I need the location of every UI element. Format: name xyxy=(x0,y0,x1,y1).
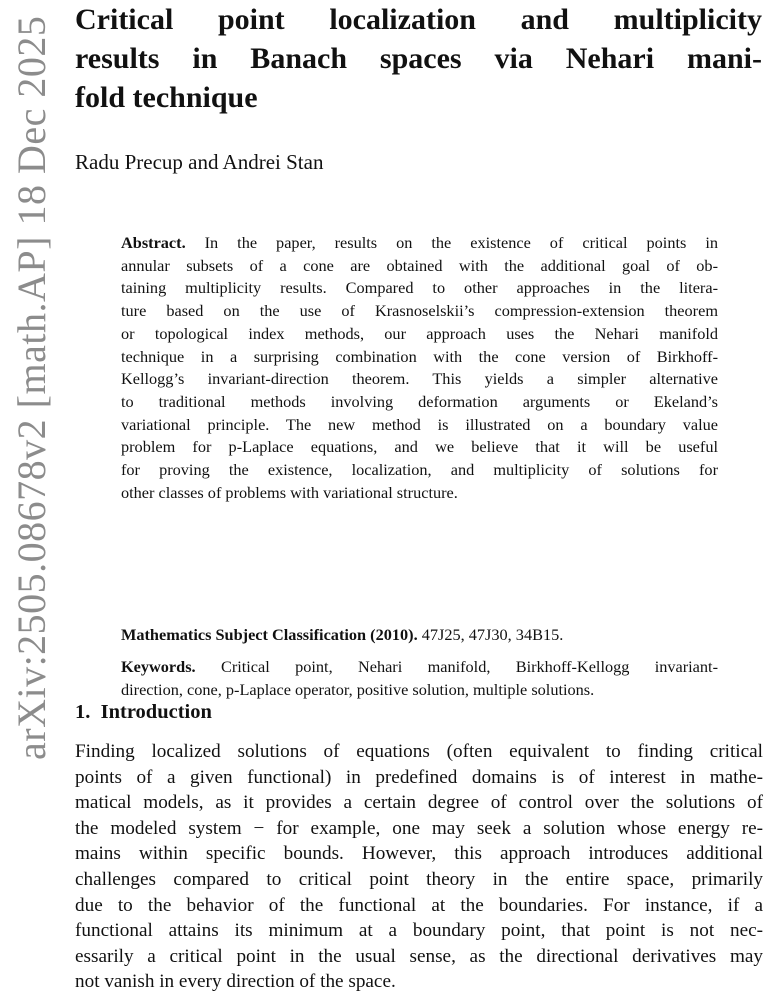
intro-line: challenges compared to critical point theory in the entire space, primarily xyxy=(75,868,763,890)
msc-codes: 47J25, 47J30, 34B15. xyxy=(421,625,564,644)
msc-classification xyxy=(121,625,563,645)
abstract-line: taining multiplicity results. Compared to other approaches in the litera- xyxy=(121,278,718,298)
abstract-line: to traditional methods involving deformation arguments or Ekeland’s xyxy=(121,391,718,411)
abstract-line: other classes of problems with variational structure. xyxy=(121,482,458,502)
arxiv-identifier-stamp: arXiv:2505.08678v2 [math.AP] 18 Dec 2025 xyxy=(9,15,54,760)
abstract-line: annular subsets of a cone are obtained with the additional goal of ob- xyxy=(121,255,718,275)
intro-line: due to the behavior of the functional at the boundaries. For instance, if a xyxy=(75,894,763,916)
keywords-label: Keywords. xyxy=(121,657,196,676)
keywords xyxy=(121,656,718,701)
introduction-paragraph xyxy=(75,739,763,995)
abstract-line: for proving the existence, localization, and multiplicity of solutions for xyxy=(121,460,718,480)
title-line: results in Banach spaces via Nehari mani- xyxy=(75,42,762,75)
title-line: Critical point localization and multiplicity xyxy=(75,3,762,36)
intro-line: the modeled system − for example, one may seek a solution whose energy re- xyxy=(75,817,763,839)
abstract-line: variational principle. The new method is illustrated on a boundary value xyxy=(121,414,718,434)
intro-line: Finding localized solutions of equations (often equivalent to finding critical xyxy=(75,741,763,762)
abstract-line: ture based on the use of Krasnoselskii’s compression-extension theorem xyxy=(121,301,718,321)
abstract-line: or topological index methods, our approach uses the Nehari manifold xyxy=(121,323,718,343)
section-heading: 1. Introduction xyxy=(75,701,212,723)
intro-line: mains within specific bounds. However, this approach introduces additional xyxy=(75,843,763,865)
intro-line: essarily a critical point in the usual sense, as the directional derivatives may xyxy=(75,945,763,967)
abstract-label: Abstract. xyxy=(121,233,186,252)
paper-title xyxy=(75,0,762,117)
authors: Radu Precup and Andrei Stan xyxy=(75,150,324,174)
intro-line: functional attains its minimum at a boundary point, that point is not nec- xyxy=(75,920,763,942)
abstract-line: Abstract. In the paper, results on the existence of critical points in xyxy=(121,233,718,252)
intro-line: not vanish in every direction of the space. xyxy=(75,971,396,993)
abstract-line: Kellogg’s invariant-direction theorem. This yields a simpler alternative xyxy=(121,369,718,389)
keywords-line: Keywords. Critical point, Nehari manifold, Birkhoff-Kellogg invariant- xyxy=(121,657,718,676)
intro-line: points of a given functional) in predefined domains is of interest in mathe- xyxy=(75,766,763,788)
intro-line: matical models, as it provides a certain degree of control over the solutions of xyxy=(75,792,763,814)
keywords-line: direction, cone, p-Laplace operator, positive solution, multiple solutions. xyxy=(121,679,595,699)
title-line: fold technique xyxy=(75,81,258,114)
abstract xyxy=(121,232,718,504)
abstract-line: problem for p-Laplace equations, and we believe that it will be useful xyxy=(121,437,718,457)
abstract-line: technique in a surprising combination with the cone version of Birkhoff- xyxy=(121,346,718,366)
msc-label: Mathematics Subject Classification (2010). xyxy=(121,625,418,644)
